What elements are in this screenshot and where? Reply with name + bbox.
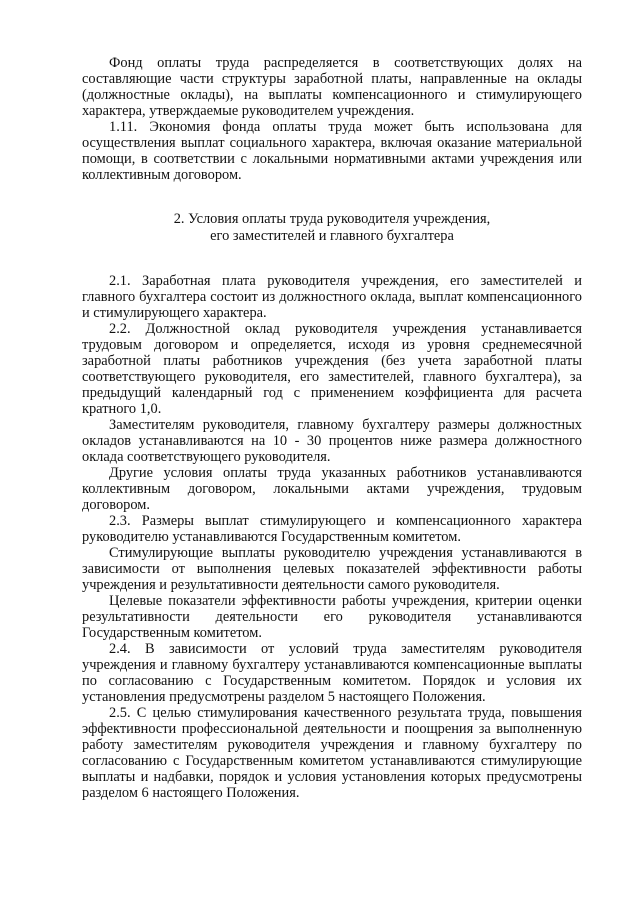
stimulating-payments-paragraph: Стимулирующие выплаты руководителю учреждения устанавливаются в зависимости от выполнения целевых показателей эффективности работы учреждения и результативности деятельности самого руководителя. — [82, 545, 582, 593]
paragraph-2-3: 2.3. Размеры выплат стимулирующего и компенсационного характера руководителю устанавливаются Государственным комитетом. — [82, 513, 582, 545]
deputies-paragraph: Заместителям руководителя, главному бухгалтеру размеры должностных окладов устанавливаются на 10 - 30 процентов ниже размера должностного оклада соответствующего руководителя. — [82, 417, 582, 465]
target-indicators-paragraph: Целевые показатели эффективности работы учреждения, критерии оценки результативности деятельности его руководителя устанавливаются Государственным комитетом. — [82, 593, 582, 641]
paragraph-2-5: 2.5. С целью стимулирования качественного результата труда, повышения эффективности профессиональной деятельности и поощрения за выполненную работу заместителям руководителя учреждения и главному бухгалтеру по согласованию с Государственным комитетом устанавливаются стимулирующие выплаты и надбавки, порядок и условия установления которых предусмотрены разделом 6 настоящего Положения. — [82, 705, 582, 801]
paragraph-2-2: 2.2. Должностной оклад руководителя учреждения устанавливается трудовым договором и определяется, исходя из уровня среднемесячной заработной платы работников учреждения (без учета заработной платы соответствующего руководителя, его заместителей, главного бухгалтера), за предыдущий календарный год с применением коэффициента для расчета кратного 1,0. — [82, 321, 582, 417]
other-conditions-paragraph: Другие условия оплаты труда указанных работников устанавливаются коллективным договором, локальными актами учреждения, трудовым договором. — [82, 465, 582, 513]
paragraph-1-11: 1.11. Экономия фонда оплаты труда может быть использована для осуществления выплат социального характера, включая оказание материальной помощи, в соответствии с локальными нормативными актами учреждения или коллективным договором. — [82, 119, 582, 183]
section-heading-line-1: 2. Условия оплаты труда руководителя учреждения, — [173, 211, 491, 227]
intro-paragraph: Фонд оплаты труда распределяется в соответствующих долях на составляющие части структуры заработной платы, направленные на оклады (должностные оклады), на выплаты компенсационного и стимулирующего характера, утверждаемые руководителем учреждения. — [82, 55, 582, 119]
section-heading-line-2: его заместителей и главного бухгалтера — [210, 228, 454, 244]
paragraph-2-4: 2.4. В зависимости от условий труда заместителям руководителя учреждения и главному бухгалтеру устанавливаются компенсационные выплаты по согласованию с Государственным комитетом. Порядок и условия их установления предусмотрены разделом 5 настоящего Положения. — [82, 641, 582, 705]
document-page — [82, 55, 582, 801]
paragraph-2-1: 2.1. Заработная плата руководителя учреждения, его заместителей и главного бухгалтера состоит из должностного оклада, выплат компенсационного и стимулирующего характера. — [82, 273, 582, 321]
section-2-heading — [82, 211, 582, 245]
